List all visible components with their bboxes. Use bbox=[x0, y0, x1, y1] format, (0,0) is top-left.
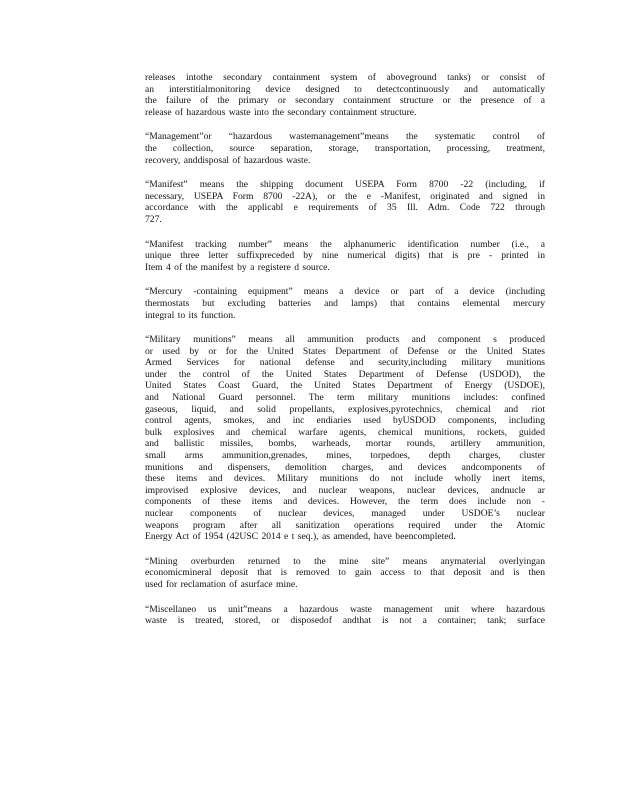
text-line: accordance with the applicabl e requirements of 35 Ill. Adm. Code 722 through bbox=[145, 202, 545, 214]
text-line: an interstitialmonitoring device designed to detectcontinuously and automatically bbox=[145, 83, 545, 95]
text-line: the failure of the primary or secondary containment structure or the presence of a bbox=[145, 95, 545, 107]
text-line: Item 4 of the manifest by a registere d source. bbox=[145, 261, 330, 273]
text-line: 727. bbox=[145, 213, 162, 225]
text-line: necessary, USEPA Form 8700 -22A), or the e -Manifest, originated and signed in bbox=[145, 190, 545, 202]
text-line: Armed Services for national defense and security,including military munitions bbox=[145, 357, 545, 369]
text-line: “Manifest tracking number” means the alphanumeric identification number (i.e., a bbox=[145, 238, 545, 250]
text-line: used for reclamation of asurface mine. bbox=[145, 578, 298, 590]
text-line: improvised explosive devices, and nuclear weapons, nuclear devices, andnucle ar bbox=[145, 484, 545, 496]
document-body bbox=[145, 72, 545, 640]
text-line: under the control of the United States Department of Defense (USDOD), the bbox=[145, 368, 545, 380]
text-line: “Mining overburden returned to the mine site” means anymaterial overlyingan bbox=[145, 555, 545, 567]
text-line: unique three letter suffixpreceded by nine numerical digits) that is pre - printed in bbox=[145, 250, 545, 262]
text-line: and ballistic missiles, bombs, warheads, mortar rounds, artillery ammunition, bbox=[145, 438, 545, 450]
text-line: integral to its function. bbox=[145, 309, 236, 321]
text-line: United States Coast Guard, the United States Department of Energy (USDOE), bbox=[145, 380, 545, 392]
text-line: release of hazardous waste into the secondary containment structure. bbox=[145, 106, 417, 118]
text-line: munitions and dispensers, demolition charges, and devices andcomponents of bbox=[145, 461, 545, 473]
paragraph-management bbox=[145, 131, 545, 166]
paragraph-miscellaneous-unit bbox=[145, 604, 545, 627]
text-line: thermostats but excluding batteries and lamps) that contains elemental mercury bbox=[145, 297, 545, 309]
paragraph-mining-overburden bbox=[145, 556, 545, 591]
paragraph-manifest bbox=[145, 179, 545, 225]
text-line: Energy Act of 1954 (42USC 2014 e t seq.), as amended, have beencompleted. bbox=[145, 531, 456, 543]
text-line: gaseous, liquid, and solid propellants, explosives,pyrotechnics, chemical and riot bbox=[145, 403, 545, 415]
paragraph-manifest-tracking bbox=[145, 239, 545, 274]
text-line: these items and devices. Military munitions do not include wholly inert items, bbox=[145, 473, 545, 485]
text-line: components of these items and devices. However, the term does include non - bbox=[145, 496, 545, 508]
text-line: control agents, smokes, and inc endiaries used byUSDOD components, including bbox=[145, 415, 545, 427]
text-line: releases intothe secondary containment system of aboveground tanks) or consist of bbox=[145, 72, 545, 83]
text-line: “Military munitions” means all ammunition products and component s produced bbox=[145, 334, 545, 346]
text-line: weapons program after all sanitization operations required under the Atomic bbox=[145, 519, 545, 531]
text-line: waste is treated, stored, or disposedof andthat is not a container; tank; surface bbox=[145, 615, 545, 627]
paragraph-mercury bbox=[145, 286, 545, 321]
text-line: or used by or for the United States Department of Defense or the United States bbox=[145, 345, 545, 357]
text-line: “Mercury -containing equipment” means a device or part of a device (including bbox=[145, 286, 545, 298]
text-line: recovery, anddisposal of hazardous waste. bbox=[145, 154, 311, 166]
text-line: the collection, source separation, storage, transportation, processing, treatment, bbox=[145, 142, 545, 154]
text-line: bulk explosives and chemical warfare agents, chemical munitions, rockets, guided bbox=[145, 426, 545, 438]
text-line: “Miscellaneo us unit”means a hazardous waste management unit where hazardous bbox=[145, 603, 545, 615]
text-line: and National Guard personnel. The term military munitions includes: confined bbox=[145, 392, 545, 404]
text-line: nuclear components of nuclear devices, managed under USDOE’s nuclear bbox=[145, 508, 545, 519]
paragraph-military-munitions bbox=[145, 334, 545, 543]
paragraph-interstitial bbox=[145, 72, 545, 118]
text-line: small arms ammunition,grenades, mines, torpedoes, depth charges, cluster bbox=[145, 450, 545, 462]
text-line: economicmineral deposit that is removed to gain access to that deposit and is then bbox=[145, 567, 545, 579]
text-line: “Management”or “hazardous wastemanagement”means the systematic control of bbox=[145, 131, 545, 143]
text-line: “Manifest” means the shipping document USEPA Form 8700 -22 (including, if bbox=[145, 179, 545, 191]
